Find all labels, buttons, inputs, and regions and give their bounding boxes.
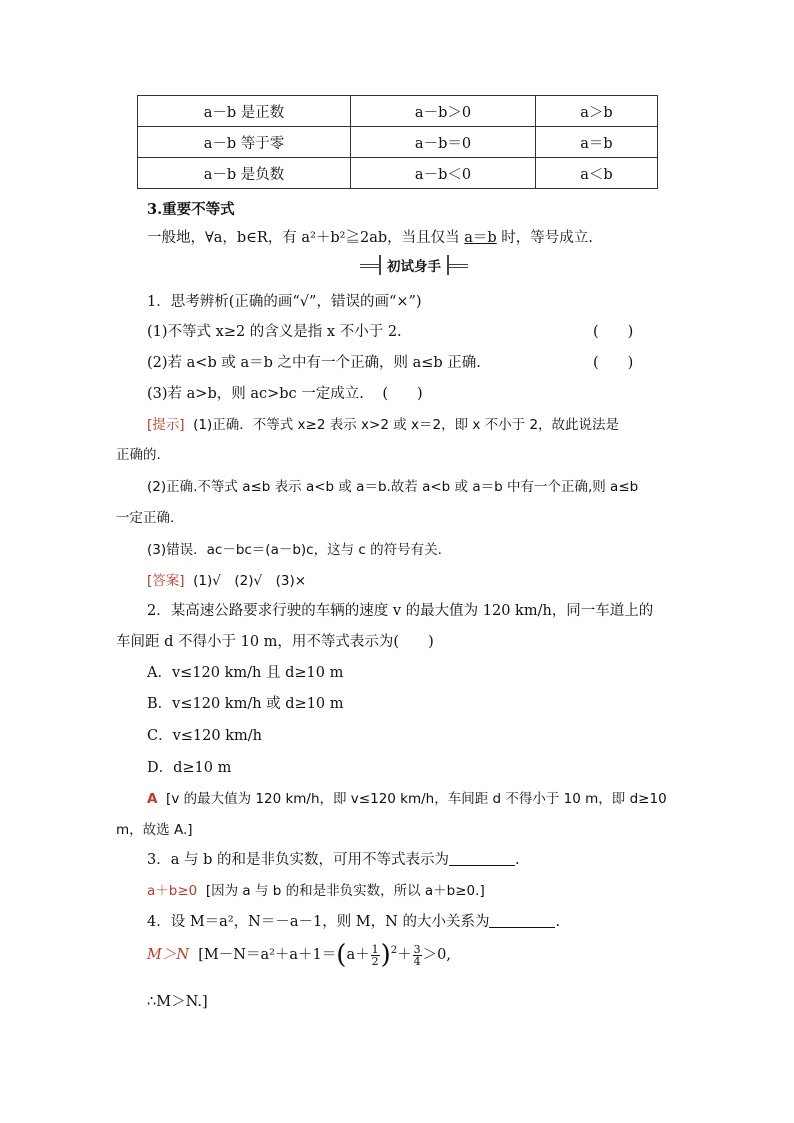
explanation-text: [因为 a 与 b 的和是非负实数，所以 a＋b≥0.] xyxy=(205,883,485,899)
question-4-stem xyxy=(147,910,560,931)
section-banner xyxy=(360,256,468,274)
option-a: A．v≤120 km/h 且 d≥10 m xyxy=(147,665,344,681)
answer-2 xyxy=(147,787,667,807)
table-cell: a－b＝0 xyxy=(351,127,536,158)
table-cell: a＜b xyxy=(536,158,658,189)
text-segment: 一般地，∀a，b∈R，有 a²＋b²≧2ab，当且仅当 xyxy=(147,230,465,246)
option-c: C．v≤120 km/h xyxy=(147,728,262,744)
fraction-numerator: 1 xyxy=(371,942,379,956)
stem-text: 3．a 与 b 的和是非负实数，可用不等式表示为 xyxy=(147,852,449,868)
table-row xyxy=(138,96,658,127)
answer-letter: A xyxy=(147,791,158,807)
answer-value: M＞N xyxy=(147,947,190,963)
table-cell: a－b 是负数 xyxy=(138,158,351,189)
table-cell: a－b＞0 xyxy=(351,96,536,127)
answer-paren: ( ) xyxy=(593,324,634,340)
table-cell: a－b 等于零 xyxy=(138,127,351,158)
table-row xyxy=(138,127,658,158)
explanation-text: [v 的最大值为 120 km/h，即 v≤120 km/h，车间距 d 不得小于 10 m，即 d≥10 xyxy=(166,791,667,807)
question-3-stem xyxy=(147,848,520,869)
fraction-denominator: 2 xyxy=(371,954,379,968)
fraction-denominator: 4 xyxy=(413,954,421,968)
table-cell: a＞b xyxy=(536,96,658,127)
table-cell: a－b 是正数 xyxy=(138,96,351,127)
answer-paren: ( ) xyxy=(593,355,634,371)
stem-end: . xyxy=(514,852,520,868)
question-1-item-2: (2)若 a<b 或 a＝b 之中有一个正确，则 a≤b 正确. xyxy=(147,355,481,371)
answer-3 xyxy=(147,879,485,899)
explanation-text: a＋ xyxy=(346,947,370,963)
answer-2-cont: m，故选 A.] xyxy=(116,822,193,838)
hint-tag: [提示] xyxy=(147,417,185,433)
answer-paren: ( ) xyxy=(382,386,423,402)
answer-blank xyxy=(489,913,555,928)
answer-value: a＋b≥0 xyxy=(147,883,198,899)
hint-2-cont: 一定正确. xyxy=(116,510,175,526)
table-cell: a＝b xyxy=(536,127,658,158)
answer-text: (1)√ (2)√ (3)× xyxy=(193,573,307,589)
plus-sign: ＋ xyxy=(397,947,412,963)
table-row xyxy=(138,158,658,189)
fraction xyxy=(371,944,380,967)
item-text: (3)若 a>b，则 ac>bc 一定成立. xyxy=(147,386,364,402)
stem-text: 4．设 M＝a²，N＝－a－1，则 M，N 的大小关系为 xyxy=(147,914,490,930)
underlined-condition: a＝b xyxy=(464,230,497,246)
explanation-text: ＞0, xyxy=(422,947,451,963)
question-2-stem-cont: 车间距 d 不得小于 10 m，用不等式表示为( ) xyxy=(116,634,434,650)
answer-blank xyxy=(449,851,515,866)
question-1-item-1: (1)不等式 x≥2 的含义是指 x 不小于 2. xyxy=(147,324,402,340)
comparison-table xyxy=(137,95,658,189)
hint-1-cont: 正确的. xyxy=(116,447,161,463)
question-2-stem: 2．某高速公路要求行驶的车辆的速度 v 的最大值为 120 km/h，同一车道上的 xyxy=(147,603,654,619)
left-paren: ( xyxy=(336,940,347,970)
section-title: 3.重要不等式 xyxy=(147,201,235,218)
important-inequality-text xyxy=(147,226,593,247)
answer-4-conclusion: ∴M＞N.] xyxy=(147,994,208,1010)
fraction xyxy=(413,944,422,967)
answer-1 xyxy=(147,569,306,589)
text-segment: 时，等号成立. xyxy=(496,230,593,246)
hint-3: (3)错误．ac－bc＝(a－b)c，这与 c 的符号有关. xyxy=(147,542,442,558)
hint-text: (1)正确．不等式 x≥2 表示 x>2 或 x＝2，即 x 不小于 2，故此说法是 xyxy=(193,417,620,433)
right-paren: ) xyxy=(380,940,391,970)
answer-tag: [答案] xyxy=(147,573,185,589)
exponent: 2 xyxy=(390,945,398,957)
hint-1 xyxy=(147,413,619,433)
option-d: D．d≥10 m xyxy=(147,760,232,776)
table-cell: a－b＜0 xyxy=(351,158,536,189)
question-1-stem: 1．思考辨析(正确的画“√”，错误的画“×”) xyxy=(147,294,422,310)
banner-label: 初试身手 xyxy=(379,255,449,275)
option-b: B．v≤120 km/h 或 d≥10 m xyxy=(147,696,344,712)
fraction-numerator: 3 xyxy=(413,942,421,956)
hint-2: (2)正确.不等式 a≤b 表示 a<b 或 a＝b.故若 a<b 或 a＝b 中有一个正确,则 a≤b xyxy=(147,479,639,495)
answer-4 xyxy=(147,940,451,970)
question-1-item-3 xyxy=(147,382,423,403)
stem-end: . xyxy=(555,914,561,930)
explanation-text: [M－N＝a²＋a＋1＝ xyxy=(198,947,337,963)
